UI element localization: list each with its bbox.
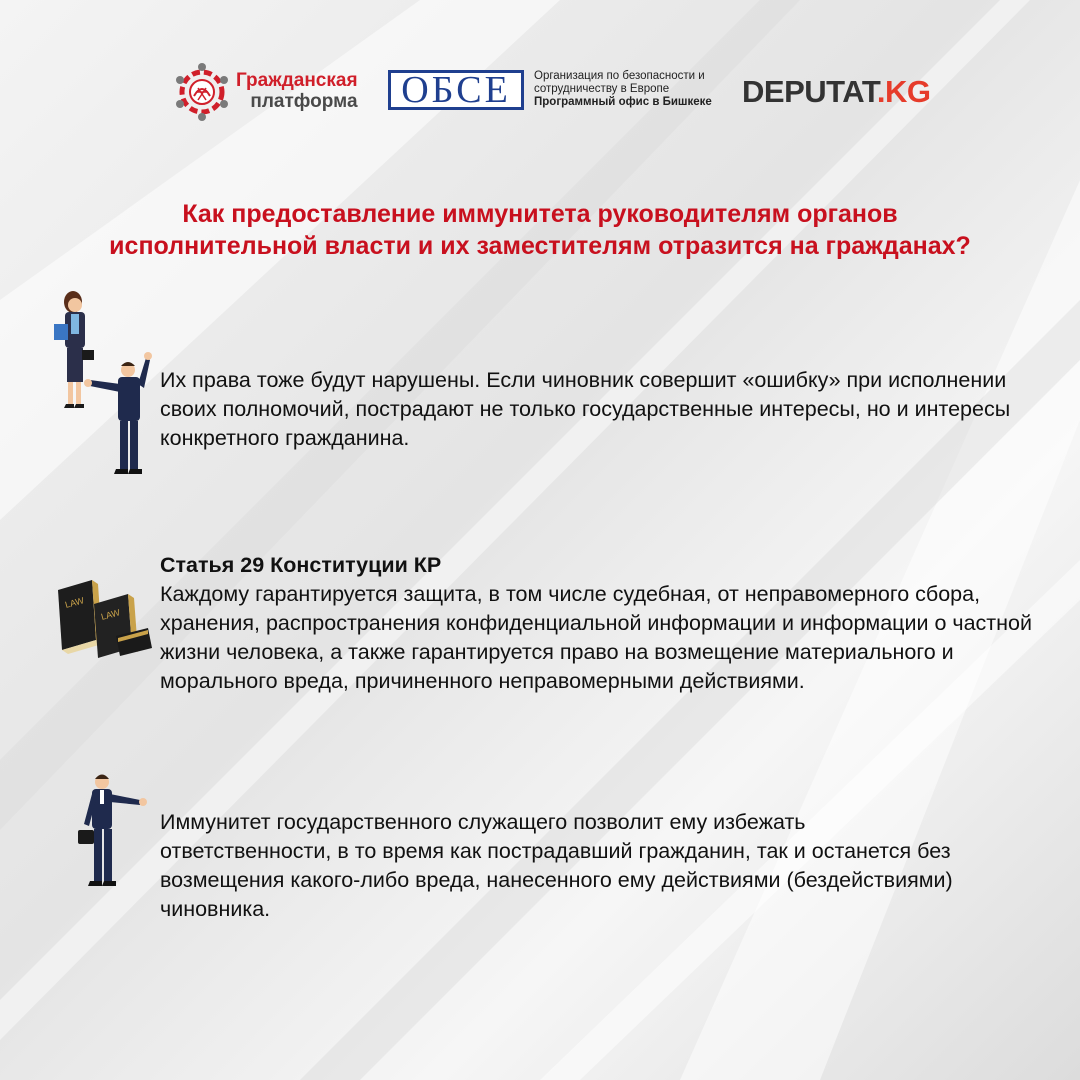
section-2-heading: Статья 29 Конституции КР	[160, 553, 442, 577]
section-1-text: Их права тоже будут нарушены. Если чиновник совершит «ошибку» при исполнении своих полномочий, пострадают не только государственные интересы, но и интересы конкретного гражданина.	[160, 368, 1011, 450]
osce-abbr: ОБСЕ	[401, 69, 511, 111]
page-title	[40, 198, 1040, 262]
title-line1: Как предоставление иммунитета руководителям органов	[182, 200, 898, 228]
businessman-pointing-icon	[74, 772, 154, 892]
civic-platform-line2: платформа	[250, 91, 358, 112]
title-line2: исполнительной власти и их заместителям отразится на гражданах?	[109, 232, 971, 260]
osce-desc-line2: сотрудничеству в Европе	[534, 83, 670, 95]
partner-logos	[172, 58, 932, 128]
osce-desc-line1: Организация по безопасности и	[534, 70, 705, 82]
civic-platform-logo-icon	[172, 62, 232, 122]
section-2-text: Каждому гарантируется защита, в том числе судебная, от неправомерного сбора, хранения, распространения конфиденциальной информации и информации о частной жизни человека, а также гарантируется право на возмещение материального и морального вреда, причиненного неправомерными действиями.	[160, 582, 1032, 693]
osce-desc-line3: Программный офис в Бишкеке	[534, 96, 712, 108]
deputat-name: DEPUTAT	[742, 74, 877, 109]
civic-platform-name	[236, 70, 358, 112]
book-label-1: LAW	[63, 595, 86, 610]
osce-logo	[388, 70, 524, 110]
section-3-text: Иммунитет государственного служащего позволит ему избежать ответственности, в то время как пострадавший гражданин, так и останется без возмещения какого-либо вреда, нанесенного ему действиями (бездействиями) чиновника.	[160, 810, 953, 921]
civic-platform-line1: Гражданская	[236, 70, 358, 91]
osce-description	[534, 70, 712, 109]
section-2-block	[160, 551, 1050, 696]
deputat-logo	[742, 74, 930, 110]
businesspeople-meeting-icon	[50, 288, 160, 478]
deputat-suffix: .KG	[876, 74, 931, 109]
book-label-2: LAW	[99, 607, 122, 622]
law-books-icon	[54, 578, 154, 658]
